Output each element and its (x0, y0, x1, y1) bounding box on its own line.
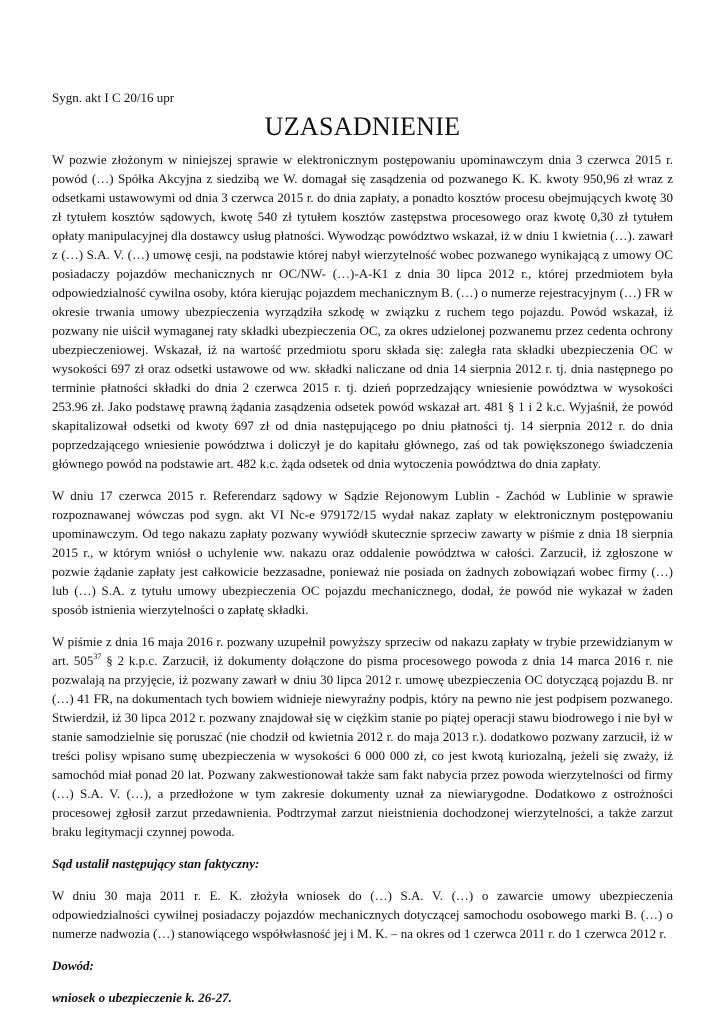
paragraph-defendant-letter-rest: § 2 k.p.c. Zarzucił, iż dokumenty dołączone do pisma procesowego powoda z dnia 14 marca 2016 r. nie pozwalają na przyjęcie, iż pozwany zawarł w dniu 30 lipca 2012 r. umowę ubezpieczenia OC dotyczącą pojazdu B. nr (…) 41 FR, na dokumentach tych bowiem widnieje niewyraźny podpis, który na pewno nie jest podpisem pozwanego. Stwierdził, iż 30 lipca 2012 r. pozwany znajdował się w ciężkim stanie po piątej operacji stawu biodrowego i nie był w stanie samodzielnie się poruszać (nie chodził od kwietnia 2012 r. do maja 2013 r.). dodatkowo pozwany zarzucił, iż w treści polisy wpisano sumę ubezpieczenia w wysokości 6 000 000 zł, co jest kwotą kuriozalną, jeżeli się zważy, iż samochód miał ponad 20 lat. Pozwany zakwestionował także sam fakt nabycia przez powoda wierzytelności od firmy (…) S.A. V. (…), a przedłożone w tym zakresie dokumenty uznał za niewiarygodne. Dodatkowo z ostrożności procesowej zgłosił zarzut przedawnienia. Podtrzymał zarzut nieistnienia dochodzonej wierzytelności, a także zarzut braku legitymacji czynnej powoda. (52, 653, 673, 839)
heading-established-facts: Sąd ustalił następujący stan faktyczny: (52, 856, 260, 871)
paragraph-payment-order: W dniu 17 czerwca 2015 r. Referendarz sądowy w Sądzie Rejonowym Lublin - Zachód w Lublinie w sprawie rozpoznawanej wówczas pod sygn. akt VI Nc-e 979172/15 wydał nakaz zapłaty w elektronicznym postępowaniu upominawczym. Od tego nakazu zapłaty pozwany wywiódł skutecznie sprzeciw zawarty w piśmie z dnia 18 sierpnia 2015 r., w którym wniósł o uchylenie ww. nakazu oraz oddalenie powództwa w całości. Zarzucił, iż zgłoszone w pozwie żądanie zapłaty jest całkowicie bezzasadne, ponieważ nie posiada on żadnych zobowiązań wobec firmy (…) lub (…) S.A. z tytułu umowy ubezpieczenia OC pojazdu mechanicznego, dodał, że powód nie wykazał w żaden sposób istnienia wierzytelności o zapłatę składki. (52, 488, 673, 617)
paragraph-claim: W pozwie złożonym w niniejszej sprawie w elektronicznym postępowaniu upominawczym dnia 3 czerwca 2015 r. powód (…) Spółka Akcyjna z siedzibą we W. domagał się zasądzenia od pozwanego K. K. kwoty 950,96 zł wraz z odsetkami ustawowymi od dnia 3 czerwca 2015 r. do dnia zapłaty, a ponadto kosztów procesu obejmujących kwotę 30 zł tytułem kosztów sądowych, kwotę 540 zł tytułem kosztów zastępstwa procesowego oraz kwotę 0,30 zł tytułem opłaty manipulacyjnej dla dostawcy usług płatności. Wywodząc powództwo wskazał, iż w dniu 1 kwietnia (…). zawarł z (…) S.A. V. (…) umowę cesji, na podstawie której nabył wierzytelność wobec pozwanego wynikającą z umowy OC posiadaczy pojazdów mechanicznych nr OC/NW- (…)-A-K1 z dnia 30 lipca 2012 r., której przedmiotem była odpowiedzialność cywilna osoby, która kierując pojazdem mechanicznym B. (…) o numerze rejestracyjnym (…) FR w okresie trwania umowy ubezpieczenia wyrządziła szkodę w związku z ruchem tego pojazdu. Powód wskazał, iż pozwany nie uiścił wymaganej raty składki ubezpieczenia OC, za okres udzielonej pozwanemu przez cedenta ochrony ubezpieczeniowej. Wskazał, iż na wartość przedmiotu sporu składa się: zaległa rata składki ubezpieczenia OC w wysokości 697 zł oraz odsetki ustawowe od ww. składki naliczane od dnia 14 sierpnia 2012 r. tj. dnia następnego po terminie płatności składki do dnia 2 czerwca 2015 r. tj. dzień poprzedzający wniesienie powództwa w wysokości 253.96 zł. Jako podstawę prawną żądania zasądzenia odsetek powód wskazał art. 481 § 1 i 2 k.c. Wyjaśnił, że powód skapitalizował odsetki od kwoty 697 zł od dnia następującego po dniu płatności tj. 14 sierpnia 2012 r. do dnia poprzedzającego wniesienie powództwa i doliczył je do kapitału głównego, zaś od tak powiększonego świadczenia głównego powód na podstawie art. 482 k.c. żąda odsetek od dnia wytoczenia powództwa do dnia zapłaty. (52, 152, 673, 471)
heading-evidence: Dowód: (52, 958, 94, 973)
paragraph-facts: W dniu 30 maja 2011 r. E. K. złożyła wniosek do (…) S.A. V. (…) o zawarcie umowy ubezpieczenia odpowiedzialności cywilnej posiadaczy pojazdów mechanicznych dotyczącej samochodu osobowego marki B. (…) o numerze nadwozia (…) stanowiącego współwłasność jej i M. K. – na okres od 1 czerwca 2011 r. do 1 czerwca 2012 r. (52, 888, 673, 941)
document-body (52, 150, 673, 1020)
case-reference: Sygn. akt I C 20/16 upr (52, 90, 175, 105)
article-superscript: 37 (93, 652, 102, 661)
paragraph-defendant-letter (52, 632, 673, 841)
paragraph-defendant-letter-start: W piśmie z dnia 16 maja 2016 r. pozwany uzupełnił powyższy sprzeciw od nakazu zapłaty w trybie przewidzianym w art. 505 (52, 634, 673, 668)
document-title: UZASADNIENIE (264, 112, 461, 141)
evidence-item: wniosek o ubezpieczenie k. 26-27. (52, 990, 232, 1005)
